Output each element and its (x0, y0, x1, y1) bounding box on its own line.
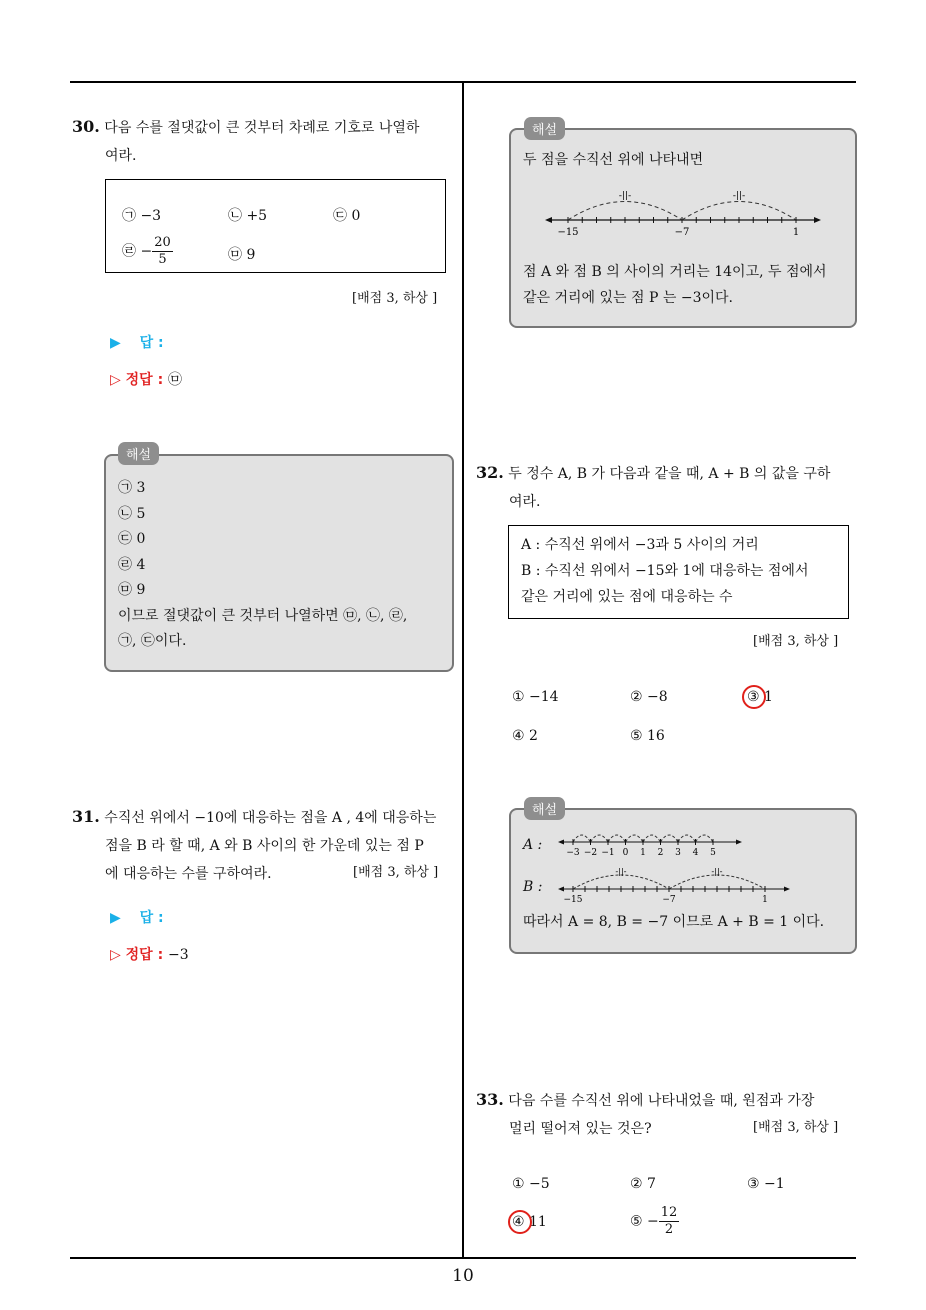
question-number: 30. (72, 117, 100, 136)
item-value: 0 (351, 208, 361, 224)
q32-condition-box (508, 525, 849, 619)
choice-2[interactable]: ② 7 (630, 1176, 656, 1192)
question-text: 두 정수 A, B 가 다음과 같을 때, A + B 의 값을 구하 (508, 466, 831, 482)
question-text: 멀리 떨어져 있는 것은? (509, 1121, 652, 1137)
solution-line: ㉠ 3 (118, 480, 146, 496)
question-number: 31. (72, 807, 100, 826)
fraction (152, 235, 173, 268)
correct-value: −3 (168, 947, 189, 963)
tick-label: −15 (557, 227, 579, 238)
item-sign: − (140, 243, 153, 260)
unit-arc (608, 835, 626, 842)
question-text: 여라. (509, 494, 541, 510)
tick-label: 0 (622, 848, 629, 858)
choice-sign: − (647, 1213, 659, 1230)
item-value: 9 (246, 247, 256, 263)
correct-answer: ▷ 정답 : ㉤ (110, 372, 183, 388)
correct-label: 정답 : (125, 372, 164, 388)
tick-label: 4 (692, 848, 699, 858)
correct-answer: ▷ 정답 : −3 (110, 947, 189, 963)
choice-4[interactable]: ④ 2 (512, 728, 538, 744)
choice-5[interactable]: ⑤ 16 (630, 728, 665, 744)
solution-line: 점 A 와 점 B 의 사이의 거리는 14이고, 두 점에서 (523, 264, 827, 280)
tick-label: 3 (675, 848, 681, 858)
unit-arc (643, 835, 661, 842)
q31-solution-box (509, 128, 857, 328)
item-mark: ㉠ (122, 208, 136, 224)
denominator: 2 (664, 1222, 674, 1237)
tick-label: 1 (762, 895, 768, 905)
solution-line: 이므로 절댓값이 큰 것부터 나열하면 ㉤, ㉡, ㉣, (118, 607, 408, 624)
choice-3[interactable]: ③ 1 (747, 689, 773, 705)
fraction (659, 1205, 680, 1238)
svg-text:-||-: -||- (615, 867, 627, 876)
tick-label: −7 (674, 227, 690, 238)
unit-arc (573, 835, 591, 842)
question-number: 32. (476, 463, 504, 482)
unit-arc (696, 835, 714, 842)
question-number: 33. (476, 1090, 504, 1109)
bottom-rule (70, 1257, 856, 1259)
choice-1[interactable]: ① −14 (512, 689, 559, 705)
svg-text:-||-: -||- (618, 191, 632, 201)
solution-line: ㉣ 4 (118, 556, 146, 573)
q30-solution-box (104, 454, 454, 672)
unit-arc (591, 835, 609, 842)
unit-arc (678, 835, 696, 842)
question-30 (72, 113, 457, 170)
label-b: B : (523, 879, 543, 895)
solution-line: ㉡ 5 (118, 505, 146, 522)
points-label: [배점 3, 하상 ] (353, 865, 439, 880)
svg-text:-||-: -||- (711, 867, 723, 876)
tick-label: 5 (710, 848, 716, 858)
choice-2[interactable]: ② −8 (630, 689, 668, 705)
condition-line: B : 수직선 위에서 −15와 1에 대응하는 점에서 (521, 563, 809, 579)
solution-line: 두 점을 수직선 위에 나타내면 (523, 152, 704, 168)
answer-label: 답 : (139, 910, 164, 926)
correct-mark-circle (742, 685, 766, 709)
answer-row[interactable]: ▶ 답 : (110, 335, 164, 351)
points-label: [배점 3, 하상 ] (753, 634, 839, 649)
label-a: A : (523, 837, 543, 853)
number-line-diagram (541, 185, 831, 240)
q30-item-box (105, 179, 446, 273)
solution-tab: 해설 (118, 442, 159, 465)
condition-line: 같은 거리에 있는 점에 대응하는 수 (521, 589, 733, 605)
item-e (228, 244, 255, 264)
tick-label: −15 (563, 895, 583, 905)
q32-solution-box (509, 808, 857, 954)
question-text: 수직선 위에서 −10에 대응하는 점을 A , 4에 대응하는 (104, 810, 437, 826)
tick-label: 2 (657, 848, 664, 858)
unit-arc (626, 835, 644, 842)
question-text: 다음 수를 절댓값이 큰 것부터 차례로 기호로 나열하 (104, 120, 420, 136)
tick-label: −1 (601, 848, 615, 858)
denominator: 5 (158, 252, 167, 267)
item-value: −3 (140, 208, 162, 224)
svg-text:-||-: -||- (732, 191, 746, 201)
condition-line: A : 수직선 위에서 −3과 5 사이의 거리 (521, 537, 759, 553)
choice-4[interactable]: ④ 11 (512, 1214, 547, 1230)
question-text: 점을 B 라 할 때, A 와 B 사이의 한 가운데 있는 점 P (105, 838, 424, 854)
solution-tab: 해설 (524, 117, 565, 140)
correct-label: 정답 : (125, 947, 164, 963)
column-divider (462, 81, 464, 1259)
choice-1[interactable]: ① −5 (512, 1176, 550, 1192)
correct-value: ㉤ (168, 372, 183, 388)
choice-5[interactable] (630, 1205, 679, 1238)
points-label: [배점 3, 하상 ] (352, 291, 438, 306)
item-d (122, 235, 173, 268)
item-mark: ㉢ (333, 208, 347, 224)
item-mark: ㉣ (122, 243, 136, 260)
numerator: 12 (660, 1205, 678, 1220)
correct-mark-circle (508, 1210, 532, 1234)
number-line-b (555, 865, 795, 907)
tick-label: −2 (583, 848, 598, 858)
solution-line: ㉤ 9 (118, 582, 146, 598)
question-text: 에 대응하는 수를 구하여라. (105, 866, 272, 882)
item-mark: ㉡ (228, 208, 242, 224)
item-a (122, 205, 161, 225)
choice-3[interactable]: ③ −1 (747, 1176, 785, 1192)
solution-line: ㉢ 0 (118, 531, 146, 547)
question-text: 여라. (105, 148, 137, 164)
choice-mark: ⑤ (630, 1213, 643, 1230)
tick-label: 1 (640, 848, 646, 858)
solution-line: ㉠, ㉢이다. (118, 633, 187, 649)
numerator: 20 (154, 235, 171, 250)
page-number: 10 (452, 1266, 474, 1286)
item-b (228, 205, 267, 225)
item-c (333, 205, 360, 225)
item-mark: ㉤ (228, 247, 242, 263)
solution-text (118, 476, 407, 655)
question-32 (476, 459, 861, 516)
points-label: [배점 3, 하상 ] (753, 1120, 839, 1135)
tick-label: 1 (792, 227, 800, 238)
solution-tab: 해설 (524, 797, 565, 820)
answer-label: 답 : (139, 335, 164, 351)
tick-label: −7 (662, 895, 676, 905)
question-text: 다음 수를 수직선 위에 나타내었을 때, 원점과 가장 (508, 1093, 815, 1109)
item-value: +5 (246, 208, 268, 224)
unit-arc (661, 835, 679, 842)
answer-row[interactable]: ▶ 답 : (110, 910, 164, 926)
tick-label: −3 (566, 848, 580, 858)
solution-line: 같은 거리에 있는 점 P 는 −3이다. (523, 290, 733, 306)
number-line-a (555, 826, 745, 862)
solution-conclusion: 따라서 A = 8, B = −7 이므로 A + B = 1 이다. (523, 914, 825, 930)
